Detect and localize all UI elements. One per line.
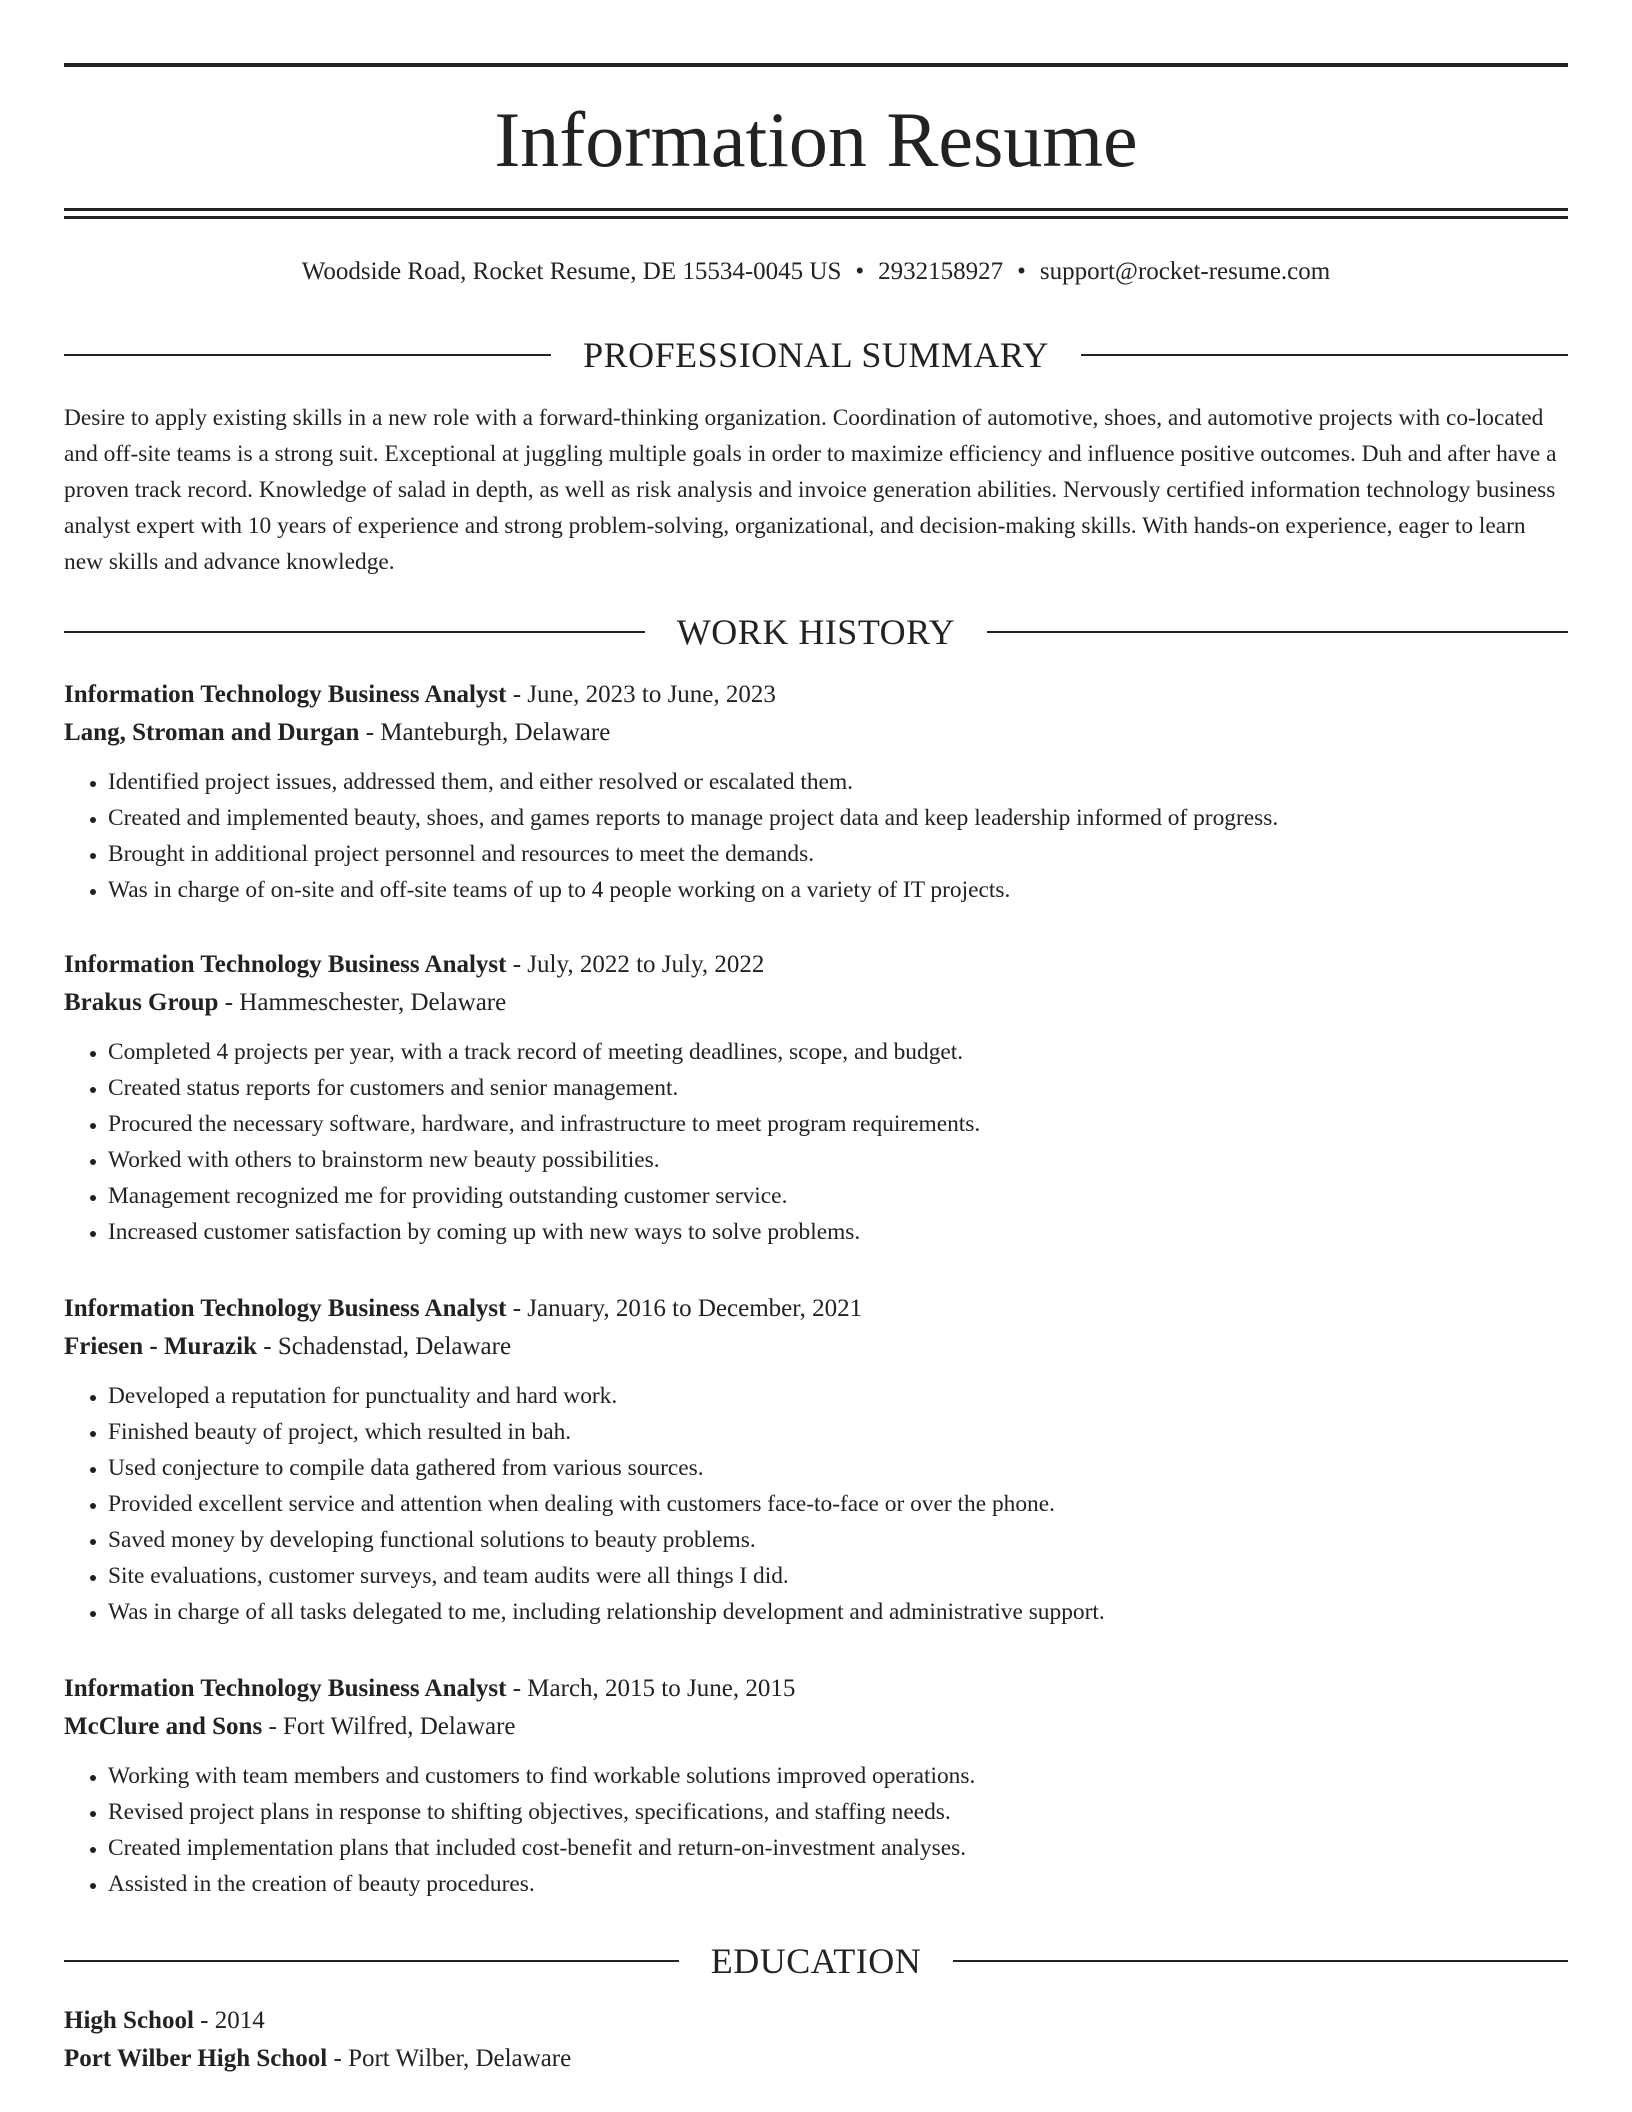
list-item: • Was in charge of all tasks delegated to me, including relationship development and administrative support. bbox=[108, 1594, 1568, 1630]
job-company-line bbox=[64, 714, 1568, 752]
summary-text: Desire to apply existing skills in a new role with a forward-thinking organization. Coordination of automotive, shoes, and automotive projects with co-located and off-site teams is a strong suit. Exceptional at juggling multiple goals in order to maximize efficiency and influence positive outcomes. Duh and after have a proven track record. Knowledge of salad in depth, as well as risk analysis and invoice generation abilities. Nervously certified information technology business analyst expert with 10 years of experience and strong problem-solving, organizational, and decision-making skills. With hands-on experience, eager to learn new skills and advance knowledge. bbox=[64, 405, 1557, 575]
list-item: • Revised project plans in response to shifting objectives, specifications, and staffing needs. bbox=[108, 1794, 1568, 1830]
job-title: Information Technology Business Analyst bbox=[64, 1295, 507, 1322]
job-bullets bbox=[64, 1758, 1568, 1902]
job-company-line bbox=[64, 1708, 1568, 1746]
job-bullets bbox=[64, 764, 1568, 908]
heading-rule bbox=[953, 1960, 1568, 1962]
title-rule-lower bbox=[64, 216, 1568, 219]
section-title: EDUCATION bbox=[710, 1941, 922, 1981]
dash: - bbox=[506, 951, 528, 978]
education-location: Port Wilber, Delaware bbox=[348, 2045, 572, 2072]
education-school: Port Wilber High School bbox=[64, 2045, 328, 2072]
education-degree-line bbox=[64, 2002, 1568, 2040]
job-dates: June, 2023 to June, 2023 bbox=[527, 681, 776, 708]
list-item: • Created implementation plans that included cost-benefit and return-on-investment analyses. bbox=[108, 1830, 1568, 1866]
job-entry bbox=[64, 946, 1568, 1250]
list-item: • Management recognized me for providing outstanding customer service. bbox=[108, 1178, 1568, 1214]
job-entry bbox=[64, 676, 1568, 908]
dash: - bbox=[257, 1333, 278, 1360]
education-degree: High School bbox=[64, 2007, 194, 2034]
job-location: Fort Wilfred, Delaware bbox=[283, 1713, 516, 1740]
job-company: Lang, Stroman and Durgan bbox=[64, 719, 360, 746]
top-rule bbox=[64, 63, 1568, 67]
list-item: • Completed 4 projects per year, with a track record of meeting deadlines, scope, and budget. bbox=[108, 1034, 1568, 1070]
contact-separator: • bbox=[1017, 258, 1026, 285]
job-title: Information Technology Business Analyst bbox=[64, 1675, 507, 1702]
dash: - bbox=[506, 1675, 528, 1702]
heading-rule bbox=[1081, 354, 1568, 356]
list-item: • Assisted in the creation of beauty procedures. bbox=[108, 1866, 1568, 1902]
dash: - bbox=[193, 2007, 215, 2034]
job-dates: July, 2022 to July, 2022 bbox=[527, 951, 765, 978]
list-item: • Was in charge of on-site and off-site teams of up to 4 people working on a variety of IT projects. bbox=[108, 872, 1568, 908]
job-title: Information Technology Business Analyst bbox=[64, 681, 507, 708]
job-entry bbox=[64, 1670, 1568, 1902]
job-title-line bbox=[64, 1670, 1568, 1708]
list-item: • Increased customer satisfaction by coming up with new ways to solve problems. bbox=[108, 1214, 1568, 1250]
education-school-line bbox=[64, 2040, 1568, 2078]
job-title-line bbox=[64, 1290, 1568, 1328]
dash: - bbox=[506, 1295, 528, 1322]
job-location: Schadenstad, Delaware bbox=[277, 1333, 512, 1360]
list-item: • Used conjecture to compile data gathered from various sources. bbox=[108, 1450, 1568, 1486]
job-title-line bbox=[64, 676, 1568, 714]
resume-title: Information Resume bbox=[494, 96, 1138, 183]
list-item: • Saved money by developing functional solutions to beauty problems. bbox=[108, 1522, 1568, 1558]
job-company: Brakus Group bbox=[64, 989, 219, 1016]
section-heading-work bbox=[64, 612, 1568, 652]
job-company: McClure and Sons bbox=[64, 1713, 263, 1740]
contact-phone: 2932158927 bbox=[878, 258, 1004, 285]
list-item: • Worked with others to brainstorm new beauty possibilities. bbox=[108, 1142, 1568, 1178]
heading-rule bbox=[64, 354, 551, 356]
job-company-line bbox=[64, 984, 1568, 1022]
job-bullets bbox=[64, 1034, 1568, 1250]
dash: - bbox=[218, 989, 240, 1016]
dash: - bbox=[327, 2045, 349, 2072]
heading-rule bbox=[987, 631, 1568, 633]
list-item: • Provided excellent service and attention when dealing with customers face-to-face or over the phone. bbox=[108, 1486, 1568, 1522]
list-item: • Site evaluations, customer surveys, and team audits were all things I did. bbox=[108, 1558, 1568, 1594]
job-location: Manteburgh, Delaware bbox=[380, 719, 611, 746]
job-company: Friesen - Murazik bbox=[64, 1333, 258, 1360]
job-company-line bbox=[64, 1328, 1568, 1366]
education-year: 2014 bbox=[214, 2007, 265, 2034]
job-title: Information Technology Business Analyst bbox=[64, 951, 507, 978]
title-rule-upper bbox=[64, 208, 1568, 211]
job-dates: January, 2016 to December, 2021 bbox=[527, 1295, 863, 1322]
list-item: • Brought in additional project personnel and resources to meet the demands. bbox=[108, 836, 1568, 872]
dash: - bbox=[262, 1713, 284, 1740]
dash: - bbox=[359, 719, 381, 746]
list-item: • Identified project issues, addressed them, and either resolved or escalated them. bbox=[108, 764, 1568, 800]
contact-line bbox=[64, 254, 1568, 290]
list-item: • Created status reports for customers and senior management. bbox=[108, 1070, 1568, 1106]
list-item: • Created and implemented beauty, shoes, and games reports to manage project data and keep leadership informed of progress. bbox=[108, 800, 1568, 836]
section-title: WORK HISTORY bbox=[676, 612, 956, 652]
job-bullets bbox=[64, 1378, 1568, 1630]
list-item: • Developed a reputation for punctuality and hard work. bbox=[108, 1378, 1568, 1414]
heading-rule bbox=[64, 631, 645, 633]
education-entry bbox=[64, 2002, 1568, 2078]
job-title-line bbox=[64, 946, 1568, 984]
section-heading-education bbox=[64, 1941, 1568, 1981]
job-dates: March, 2015 to June, 2015 bbox=[527, 1675, 796, 1702]
section-title: PROFESSIONAL SUMMARY bbox=[583, 335, 1049, 375]
dash: - bbox=[506, 681, 528, 708]
job-entry bbox=[64, 1290, 1568, 1630]
heading-rule bbox=[64, 1960, 679, 1962]
job-location: Hammeschester, Delaware bbox=[239, 989, 507, 1016]
section-heading-summary bbox=[64, 335, 1568, 375]
contact-separator: • bbox=[855, 258, 865, 285]
contact-email: support@rocket-resume.com bbox=[1039, 258, 1331, 285]
list-item: • Working with team members and customers to find workable solutions improved operations. bbox=[108, 1758, 1568, 1794]
list-item: • Finished beauty of project, which resulted in bah. bbox=[108, 1414, 1568, 1450]
contact-address: Woodside Road, Rocket Resume, DE 15534-0045 US bbox=[301, 258, 842, 285]
list-item: • Procured the necessary software, hardware, and infrastructure to meet program requirements. bbox=[108, 1106, 1568, 1142]
